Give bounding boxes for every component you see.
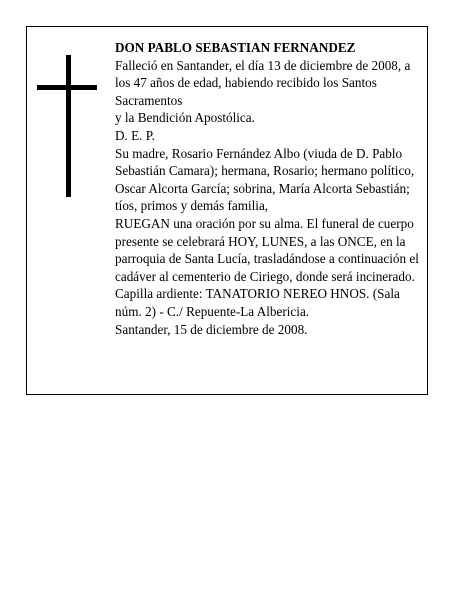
cross-vertical-bar	[66, 55, 71, 197]
family-paragraph: Su madre, Rosario Fernández Albo (viuda de D. Pablo Sebastián Camara); hermana, Rosario; hermano político, Oscar Alcorta García; sobrina, María Alcorta Sebastián; tíos, primos y demás familia,	[115, 145, 415, 214]
cross-icon	[37, 55, 97, 197]
cross-horizontal-bar	[37, 85, 97, 90]
funeral-paragraph: RUEGAN una oración por su alma. El funeral de cuerpo presente se celebrará HOY, LUNES, a las ONCE, en la parroquia de Santa Lucía, trasladándose a continuación el cadáver al cementerio de Ciriego, donde será incinerado. Capilla ardiente: TANATORIO NEREO HNOS. (Sala núm. 2) - C./ Repuente-La Albericia.	[115, 215, 419, 319]
death-announcement: Falleció en Santander, el día 13 de diciembre de 2008, a los 47 años de edad, habiendo recibido los Santos Sacramentos	[115, 57, 411, 108]
obituary-notice	[26, 26, 428, 395]
notice-text	[115, 39, 425, 338]
place-date-line: Santander, 15 de diciembre de 2008.	[115, 321, 308, 337]
rip-line: D. E. P.	[115, 127, 155, 143]
deceased-name: DON PABLO SEBASTIAN FERNANDEZ	[115, 40, 356, 55]
sacraments-line: y la Bendición Apostólica.	[115, 110, 255, 126]
